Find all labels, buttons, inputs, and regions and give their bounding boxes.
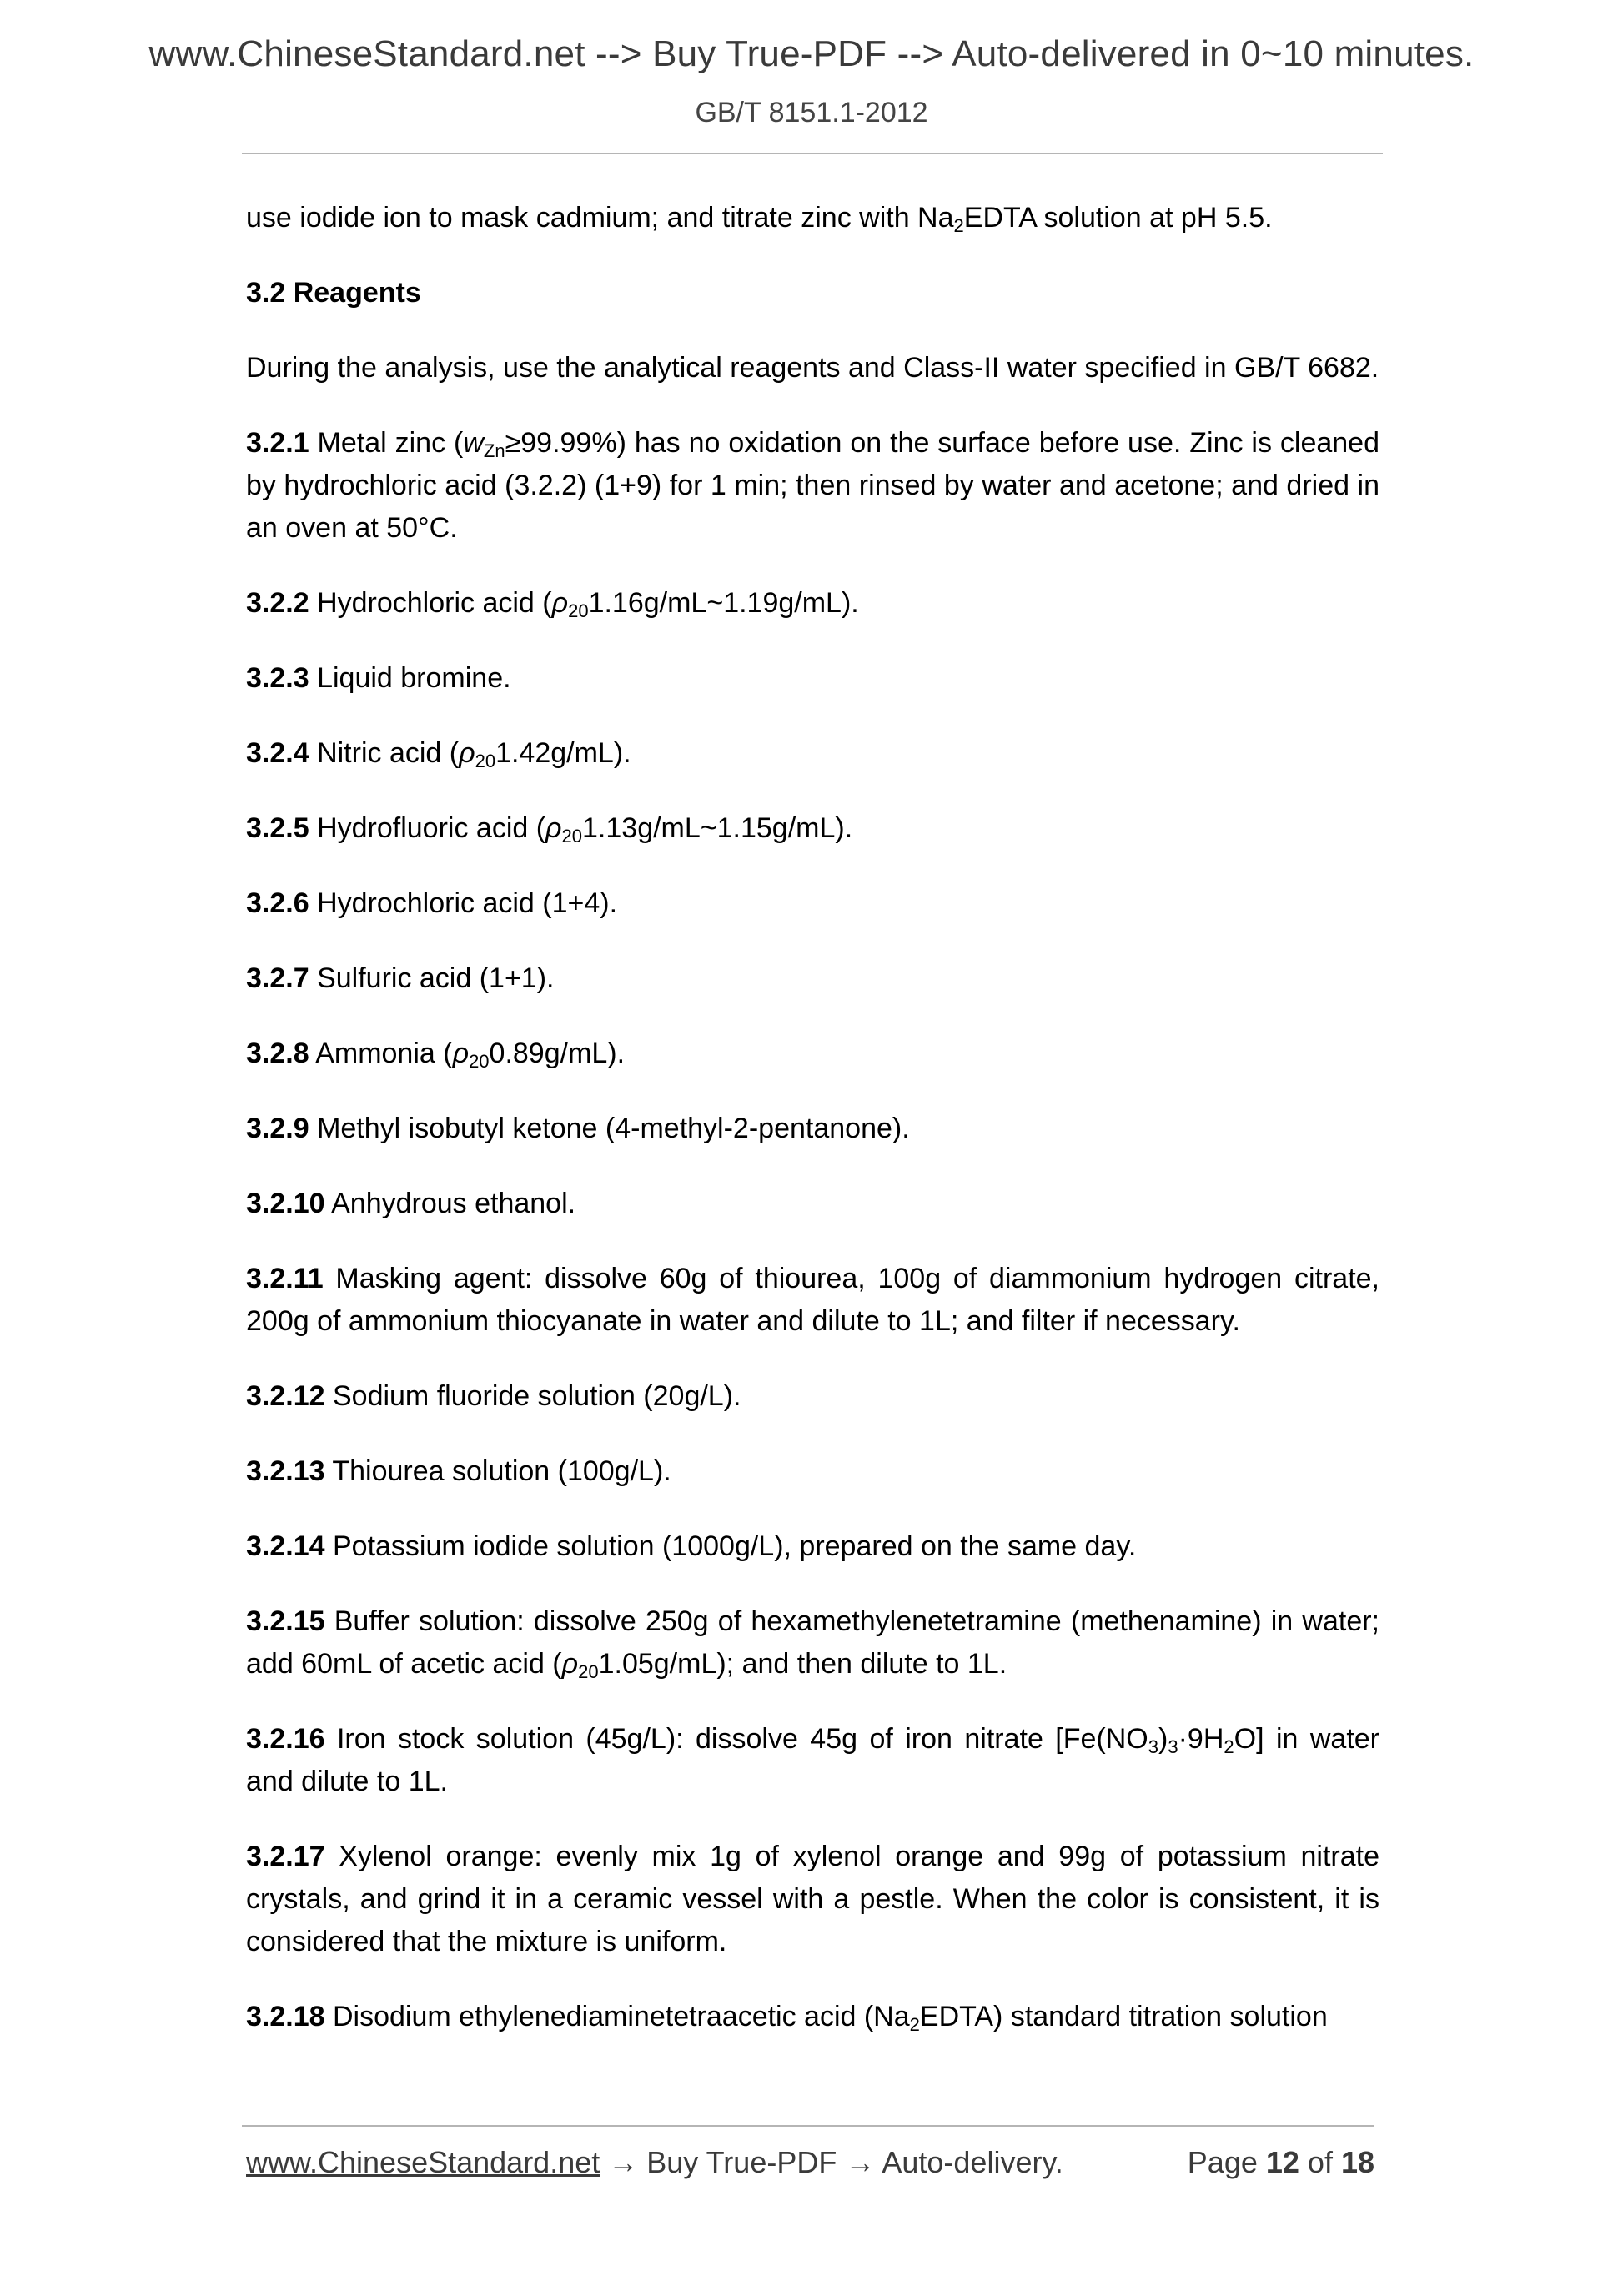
footer-buy-text: Buy True-PDF <box>646 2145 837 2179</box>
reagent-item: 3.2.15 Buffer solution: dissolve 250g of hexamethylenetetramine (methenamine) in water; add 60mL of acetic acid $(\rho_{20}1.05g/mL)$; and then dilute to 1L. <box>246 1605 1379 1682</box>
reagent-item: 3.2.2 Hydrochloric acid $(\rho_{20}1.16g/mL\sim 1.19g/mL)$. <box>246 587 859 621</box>
reagent-item: 3.2.8 Ammonia $(\rho_{20}0.89g/mL)$. <box>246 1037 626 1072</box>
section-heading: 3.2 Reagents <box>246 277 421 309</box>
item-number: 3.2.10 <box>246 1188 325 1219</box>
page-indicator: Page 12 of 18 <box>1187 2145 1374 2179</box>
item-number: 3.2.8 <box>246 1037 309 1069</box>
item-number: 3.2.9 <box>246 1113 309 1144</box>
reagent-item: 3.2.4 Nitric acid $(\rho_{20}1.42g/mL)$. <box>246 737 631 771</box>
item-number: 3.2.17 <box>246 1841 325 1872</box>
reagent-item: 3.2.14 Potassium iodide solution (1000g/L), prepared on the same day. <box>246 1530 1137 1562</box>
item-number: 3.2.4 <box>246 737 309 769</box>
reagent-item: 3.2.16 Iron stock solution (45g/L): dissolve 45g of iron nitrate $[Fe(NO_3)_3\cdot 9H_2O]$ in water and dilute to 1L. <box>246 1723 1380 1797</box>
reagent-item: 3.2.3 Liquid bromine. <box>246 662 511 694</box>
item-number: 3.2.1 <box>246 427 309 459</box>
item-number: 3.2.14 <box>246 1530 325 1562</box>
reagent-item: 3.2.7 Sulfuric acid (1+1). <box>246 962 555 994</box>
intro-paragraph: use iodide ion to mask cadmium; and titrate zinc with $Na_2EDTA$ solution at pH 5.5. <box>246 202 1273 236</box>
footer-site-link[interactable]: www.ChineseStandard.net <box>246 2145 600 2179</box>
item-number: 3.2.7 <box>246 962 309 994</box>
reagent-item: 3.2.9 Methyl isobutyl ketone (4-methyl-2-pentanone). <box>246 1113 910 1144</box>
item-number: 3.2.16 <box>246 1723 325 1755</box>
reagent-item: 3.2.17 Xylenol orange: evenly mix 1g of xylenol orange and 99g of potassium nitrate crystals, and grind it in a ceramic vessel with a pestle. When the color is consistent, it is considered that the mixture is uniform. <box>246 1841 1379 1957</box>
top-banner: www.ChineseStandard.net --> Buy True-PDF --> Auto-delivered in 0~10 minutes. <box>148 33 1475 74</box>
standard-code: GB/T 8151.1-2012 <box>695 97 928 128</box>
reagent-item: 3.2.13 Thiourea solution (100g/L). <box>246 1455 671 1487</box>
section-intro: During the analysis, use the analytical reagents and Class-II water specified in GB/T 6682. <box>246 352 1379 384</box>
item-number: 3.2.18 <box>246 2001 325 2032</box>
reagent-item: 3.2.18 Disodium ethylenediaminetetraacetic acid $(Na_2EDTA)$ standard titration solution <box>246 2001 1328 2035</box>
item-number: 3.2.5 <box>246 812 309 844</box>
reagent-item: 3.2.11 Masking agent: dissolve 60g of thiourea, 100g of diammonium hydrogen citrate, 200g of ammonium thiocyanate in water and dilute to 1L; and filter if necessary. <box>246 1263 1379 1337</box>
item-number: 3.2.11 <box>246 1263 324 1294</box>
item-number: 3.2.6 <box>246 887 309 919</box>
arrow-icon: → <box>837 2145 882 2179</box>
current-page: 12 <box>1265 2145 1299 2179</box>
reagent-item: 3.2.12 Sodium fluoride solution (20g/L). <box>246 1380 741 1412</box>
item-number: 3.2.12 <box>246 1380 325 1412</box>
page-footer <box>246 2145 1374 2180</box>
header-divider <box>242 153 1383 154</box>
reagent-item: 3.2.1 Metal zinc $(w_{Zn}\ge 99.99\%)$ has no oxidation on the surface before use. Zinc is cleaned by hydrochloric acid (3.2.2) (1+9) for 1 min; then rinsed by water and acetone; and dried in an oven at 50°C. <box>246 427 1379 544</box>
reagent-item: 3.2.10 Anhydrous ethanol. <box>246 1188 576 1219</box>
footer-delivery-text: Auto-delivery. <box>882 2145 1063 2179</box>
total-pages: 18 <box>1340 2145 1374 2179</box>
arrow-icon: → <box>600 2145 647 2179</box>
item-number: 3.2.2 <box>246 587 309 619</box>
document-body <box>246 197 1379 2071</box>
reagent-item: 3.2.5 Hydrofluoric acid $(\rho_{20}1.13g/mL\sim 1.15g/mL)$. <box>246 812 853 847</box>
item-number: 3.2.13 <box>246 1455 325 1487</box>
footer-divider <box>242 2125 1374 2127</box>
item-number: 3.2.15 <box>246 1605 325 1637</box>
item-number: 3.2.3 <box>246 662 309 694</box>
reagent-item: 3.2.6 Hydrochloric acid (1+4). <box>246 887 618 919</box>
